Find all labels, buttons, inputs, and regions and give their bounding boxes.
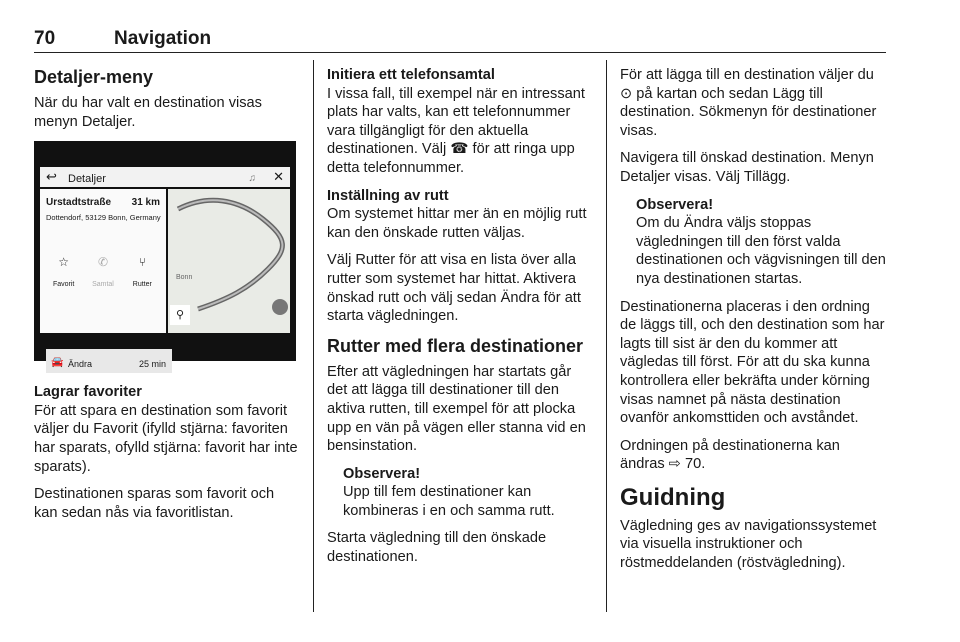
- note-box: [327, 465, 593, 521]
- destination-address: Dottendorf, 53129 Bonn, Germany: [46, 213, 161, 223]
- column-2: [327, 66, 593, 576]
- action-row: [44, 253, 162, 294]
- paragraph: Välj Rutter för att visa en lista över alla rutter som systemet har hittat. Aktivera önskad rutt och välj sedan Ändra för att starta vägledningen.: [327, 252, 581, 325]
- note-text: Upp till fem destinationer kan kombineras i en och samma rutt.: [343, 484, 555, 519]
- back-icon: ↩: [46, 169, 57, 185]
- paragraph: Ordningen på destinationerna kan ändras ⇨ 70.: [620, 437, 840, 473]
- music-icon: ♫: [248, 173, 256, 185]
- paragraph: Starta vägledning till den önskade destinationen.: [327, 530, 547, 566]
- paragraph: Om systemet hittar mer än en möjlig rutt kan den önskade rutten väljas.: [327, 206, 587, 241]
- paragraph: Destinationen sparas som favorit och kan sedan nås via favoritlistan.: [34, 486, 275, 521]
- column-3: [620, 66, 888, 582]
- note-box: [620, 196, 888, 289]
- paragraph: I vissa fall, till exempel när en intressant plats har valts, kan ett telefonnummer vara tillgängligt för den aktuella destinationen. Välj ☎ för att ringa upp detta telefonnummer.: [327, 85, 585, 176]
- page-header: [34, 28, 886, 53]
- details-panel: [40, 189, 166, 370]
- section-heading: Detaljer-meny: [34, 67, 154, 87]
- call-action: ✆ Samtal: [84, 253, 122, 294]
- close-icon: ✕: [273, 169, 284, 185]
- map-place-label: Bonn: [176, 274, 193, 282]
- destination-street: Urstadtstraße: [46, 197, 112, 209]
- column-divider: [606, 60, 607, 612]
- phone-icon: ✆: [97, 255, 109, 270]
- sub-heading: Inställning av rutt: [327, 187, 449, 204]
- sub-heading: Lagrar favoriter: [34, 384, 142, 401]
- chapter-heading: Guidning: [620, 483, 726, 511]
- routes-icon: ⑂: [138, 255, 146, 270]
- note-title: Observera!: [636, 196, 714, 213]
- location-pin-icon: ⚲: [170, 305, 190, 325]
- paragraph: När du har valt en destination visas menyn Detaljer.: [34, 95, 262, 130]
- favorite-action: ☆ Favorit: [45, 253, 83, 294]
- column-1: [34, 66, 300, 531]
- sub-heading: Initiera ett telefonsamtal: [327, 67, 495, 83]
- car-icon: 🚘: [51, 357, 64, 369]
- change-route-bar: [46, 349, 172, 373]
- travel-time: 25 min: [138, 359, 166, 370]
- paragraph: Vägledning ges av navigationssystemet via visuella instruktioner och röstmeddelanden (röstvägledning).: [620, 517, 877, 572]
- paragraph: För att spara en destination som favorit väljer du Favorit (ifylld stjärna: favoriten har sparats, ofylld stjärna: favorit har inte sparats).: [34, 402, 298, 475]
- column-divider: [313, 60, 314, 612]
- section-heading: Rutter med flera destinationer: [327, 335, 584, 356]
- note-title: Observera!: [343, 465, 421, 482]
- page-title: Navigation: [114, 28, 212, 49]
- destination-distance: 31 km: [131, 197, 160, 209]
- screen-title-bar: [40, 167, 290, 187]
- paragraph: Navigera till önskad destination. Menyn Detaljer visas. Välj Tillägg.: [620, 150, 874, 185]
- star-icon: ☆: [58, 255, 70, 270]
- routes-action: ⑂ Rutter: [123, 253, 161, 294]
- note-text: Om du Ändra väljs stoppas vägledningen till den först valda destinationen och vägvisningen till den nya destinationen startas.: [636, 215, 886, 287]
- infotainment-screenshot: [34, 141, 296, 370]
- paragraph: Destinationerna placeras i den ordning de läggs till, och den destination som har lagts till sist är den du kommer att vägledas till först. För att du ska kunna kontrollera eller bekräfta under körning visas namnet på nästa destination ovanför ankomsttiden och avståndet.: [620, 298, 885, 427]
- screen-title: Detaljer: [68, 173, 106, 186]
- change-label: Ändra: [68, 359, 93, 370]
- page-number: 70: [34, 28, 56, 49]
- paragraph: Efter att vägledningen har startats går det att lägga till destinationer till den aktiva rutten, till exempel för att plocka upp en vän på vägen eller stanna vid en bensinstation.: [327, 363, 586, 455]
- paragraph: För att lägga till en destination väljer du ⊙ på kartan och sedan Lägg till destination. Sökmenyn för destinationer visas.: [620, 67, 877, 139]
